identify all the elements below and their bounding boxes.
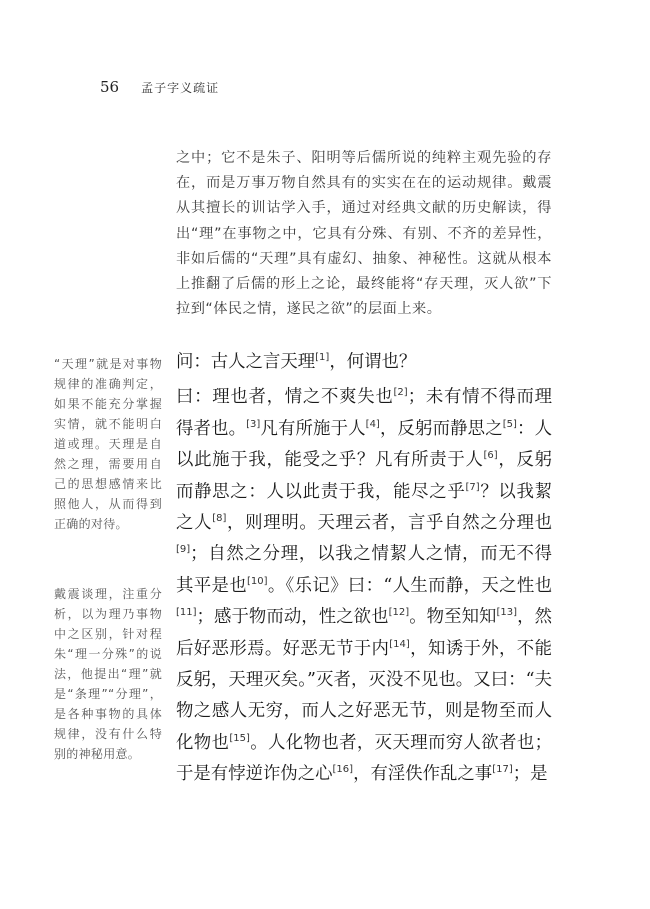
text-span: ？以我絜之人 [176,481,552,534]
text-span: ，反躬而静思之 [379,418,503,439]
footnote-marker[interactable]: [14] [389,638,410,650]
text-span: ：人以此施于我，能受之乎？凡有所责于人 [176,418,552,471]
text-span: ；感于物而动，性之欲也 [196,607,389,628]
text-span: ；自然之分理，以我之情絜人之情，而无不得其平是也 [176,544,552,596]
footnote-marker[interactable]: [4] [365,419,380,431]
footnote-marker[interactable]: [11] [176,607,197,619]
sidebar-note [54,584,162,764]
footnote-marker[interactable]: [13] [496,607,518,619]
text-span: ，反躬而静思之：人以此责于我，能尽之乎 [176,450,552,502]
book-title: 孟子字义疏证 [141,81,220,95]
page-number: 56 [100,78,120,96]
text-span: ，然后好恶形焉。好恶无节于内 [176,607,552,659]
text-span: 。《乐记》曰：“人生而静，天之性也 [267,575,552,596]
sidebar-note-text: “天理”就是对事物规律的准确判定，如果不能充分掌握实情，就不能明白道或理。天理是自然之理，需要用自己的思想感情来比照他人，从而得到正确的对待。 [54,357,162,531]
text-span: 凡有所施于人 [260,418,366,439]
text-span: ；未有情不得而理得者也。 [176,387,552,439]
footnote-marker[interactable]: [12] [388,607,410,619]
footnote-marker[interactable]: [7] [465,481,480,493]
text-span: ；是 [512,764,548,785]
sidebar-note-text: 戴震谈理，注重分析，以为理乃事物中之区别，针对程朱“理一分殊”的说法，他提出“理”就是“条理”“分理”，是各种事物的具体规律，没有什么特别的神秘用意。 [54,587,162,761]
sidebar-note [54,354,162,534]
footnote-marker[interactable]: [10] [246,576,268,588]
footnote-marker[interactable]: [16] [332,764,354,776]
text-span: ，何谓也？ [329,352,417,372]
footnote-marker[interactable]: [5] [502,419,517,431]
commentary-paragraph [176,146,552,322]
classical-text [176,347,552,791]
text-span: 。物至知知 [409,607,497,628]
text-span: 问：古人之言天理 [176,352,316,372]
text-span: 。人化物也者，灭天理而穷人欲者也；于是有悖逆诈伪之心 [176,732,552,785]
footnote-marker[interactable]: [17] [492,764,513,776]
text-span: ，有淫佚作乱之事 [353,764,493,785]
answer-paragraph [176,382,552,790]
text-span: ，知诱于外，不能反躬，天理灭矣。”灭者，灭没不见也。又曰：“夫物之感人无穷，而人之好恶无节，则是物至而人化物也 [176,638,552,753]
footnote-marker[interactable]: [15] [229,733,250,745]
footnote-marker[interactable]: [6] [483,450,498,462]
text-span: 曰：理也者，情之不爽失也 [176,387,394,408]
footnote-marker[interactable]: [3] [246,419,261,431]
footnote-marker[interactable]: [8] [212,513,227,525]
footnote-marker[interactable]: [1] [315,352,330,364]
footnote-marker[interactable]: [2] [393,387,408,399]
commentary-text: 之中；它不是朱子、阳明等后儒所说的纯粹主观先验的存在，而是万事万物自然具有的实实在在的运动规律。戴震从其擅长的训诂学入手，通过对经典文献的历史解读，得出“理”在事物之中，它具有分殊、有别、不齐的差异性，非如后儒的“天理”具有虚幻、抽象、神秘性。这就从根本上推翻了后儒的形上之论，最终能将“存天理，灭人欲”下拉到“体民之情，遂民之欲”的层面上来。 [176,150,552,318]
footnote-marker[interactable]: [9] [176,544,191,556]
running-header [100,78,219,102]
text-span: ，则理明。天理云者，言乎自然之分理也 [226,513,552,534]
question-paragraph [176,347,552,378]
